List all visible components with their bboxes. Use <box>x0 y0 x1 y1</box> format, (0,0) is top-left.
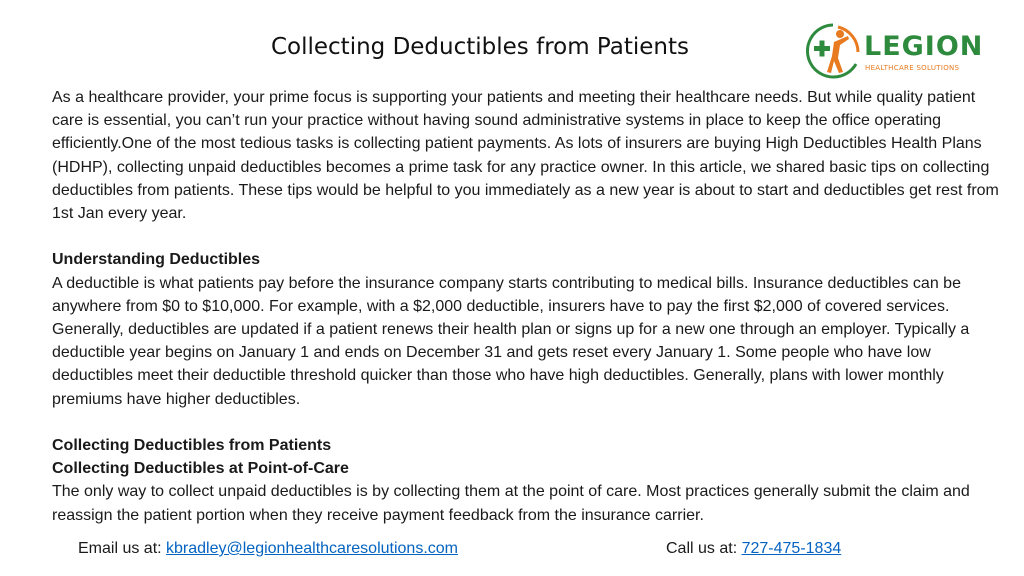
logo-tagline: HEALTHCARE SOLUTIONS <box>865 64 960 72</box>
section-heading-understanding: Understanding Deductibles <box>52 251 261 269</box>
understanding-paragraph: A deductible is what patients pay before the insurance company starts contributing to medical bills. Insurance deductibles can be anywhere from $0 to $10,000. For example, with a $2,000 deductible, insurers have to pay the first $2,000 of covered services. Generally, deductibles are updated if a patient renews their health plan or signs up for a new one through an employer. Typically a deductible year begins on January 1 and ends on December 31 and gets reset every January 1. Some people who have low deductibles meet their deductible threshold quicker than those who have high deductibles. Generally, plans with lower monthly premiums have higher deductibles. <box>52 274 970 408</box>
footer-phone <box>666 540 841 558</box>
phone-label: Call us at: <box>666 540 742 557</box>
logo-wordmark: LEGION <box>864 31 984 62</box>
legion-logo <box>804 22 984 82</box>
intro-paragraph: As a healthcare provider, your prime focus is supporting your patients and meeting their healthcare needs. But while quality patient care is essential, you can’t run your practice without having sound administrative systems in place to keep the office operating efficiently.One of the most tedious tasks is collecting patient payments. As lots of insurers are buying High Deductibles Health Plans (HDHP), collecting unpaid deductibles becomes a prime task for any practice owner. In this article, we shared basic tips on collecting deductibles from patients. These tips would be helpful to you immediately as a new year is about to start and deductibles get rest from 1st Jan every year. <box>52 89 999 223</box>
article-body <box>52 86 1002 527</box>
footer-email <box>78 540 458 558</box>
section-subheading-point-of-care: Collecting Deductibles at Point-of-Care <box>52 460 349 478</box>
email-label: Email us at: <box>78 540 167 557</box>
figure-plus-icon <box>804 22 862 82</box>
point-of-care-paragraph: The only way to collect unpaid deductibles is by collecting them at the point of care. Most practices generally submit the claim and reassign the patient portion when they receive payment feedback from the insurance carrier. <box>52 483 970 524</box>
page-title: Collecting Deductibles from Patients <box>270 34 690 60</box>
email-link[interactable]: kbradley@legionhealthcaresolutions.com <box>166 540 458 557</box>
phone-link[interactable]: 727-475-1834 <box>741 540 842 557</box>
section-heading-collecting: Collecting Deductibles from Patients <box>52 437 332 455</box>
